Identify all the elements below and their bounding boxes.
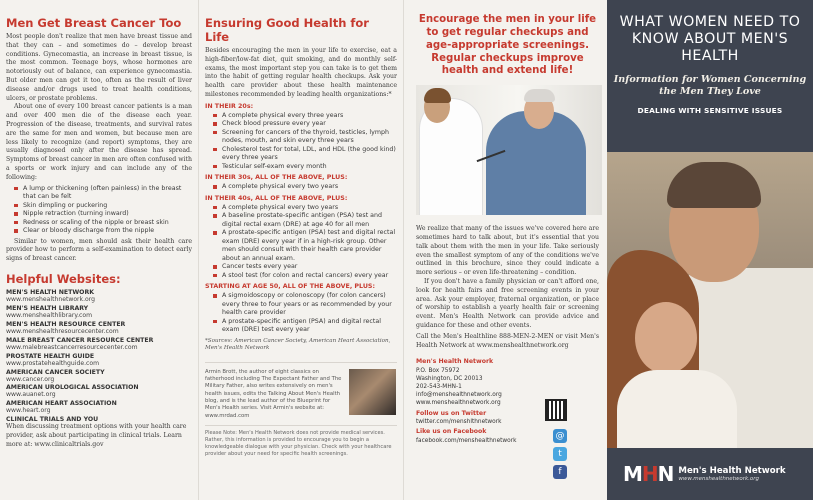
website-name: MALE BREAST CANCER RESOURCE CENTER: [6, 336, 154, 344]
group-20s-list: [213, 112, 397, 172]
website-link[interactable]: www.auanet.org: [6, 391, 56, 399]
email-icon[interactable]: @: [553, 429, 567, 443]
group-30s-title: IN THEIR 30s, ALL OF THE ABOVE, PLUS:: [205, 174, 348, 182]
list-item: A baseline prostate-specific antigen (PSA) test and digital rectal exam (DRE) at age 40 for all men: [213, 212, 397, 229]
cover-panel: [607, 0, 813, 500]
encourage-para1: We realize that many of the issues we've covered here are sometimes hard to talk about, but it's essential that you talk about them with the men in your life. Take seriously even the smallest symptom of any of the conditions we've outlined in this brochure, since they could indicate a more serious – or even life-threatening – condition.: [416, 225, 599, 277]
facebook-label: Like us on Facebook: [416, 428, 487, 436]
contact-block: [416, 358, 599, 445]
list-item: Redness or scaling of the nipple or breast skin: [14, 219, 192, 228]
man-hair: [667, 162, 761, 208]
list-item: A stool test (for colon and rectal cancers) every year: [213, 272, 397, 281]
good-health-intro: Besides encouraging the men in your life to exercise, eat a high-fiber/low-fat diet, quit smoking, and do monthly self-exams, the most important step you can take is to get them into the habit of getting regular health checkups. Ask your health care provider about these health maintenance milestones recommended by leading health organizations:*: [205, 47, 397, 98]
logo-letter-n: N: [657, 462, 674, 486]
logo-url[interactable]: www.menshealthnetwork.org: [678, 476, 760, 482]
author-photo: [349, 369, 396, 415]
couple-photo: [607, 152, 813, 448]
clinical-trials-text: When discussing treatment options with your health care provider, ask about participating in clinical trials. Learn more at: www.clinicaltrials.gov: [6, 423, 187, 448]
group-50-title: STARTING AT AGE 50, ALL OF THE ABOVE, PLUS:: [205, 283, 375, 291]
website-name: MEN'S HEALTH LIBRARY: [6, 304, 89, 312]
list-item: Clear or bloody discharge from the nipple: [14, 227, 192, 236]
author-bio: Armin Brott, the author of eight classics on fatherhood including The Expectant Father and The Military Father, also writes extensively on men's health issues, edits the Talking About Men's Health blog, and is the lead author of the Blueprint for Men's Health series. Visit Armin's website at: www.mrdad.com: [205, 368, 342, 419]
list-item: A sigmoidoscopy or colonoscopy (for colon cancers) every three to four years or as recommended by your health care provider: [213, 292, 397, 318]
good-health-heading: Ensuring Good Health for Life: [205, 16, 369, 44]
list-item: Skin dimpling or puckering: [14, 202, 192, 211]
sources-note: *Sources: American Cancer Society, American Heart Association, Men's Health Network: [205, 337, 391, 352]
healthline-call: Call the Men's Healthline 888-MEN-2-MEN or visit Men's Health Network at www.menshealthnetwork.org: [416, 332, 599, 349]
mhn-logo-mark: [623, 462, 673, 486]
website-name: AMERICAN HEART ASSOCIATION: [6, 400, 117, 408]
group-50-list: [213, 292, 397, 335]
doctor-patient-photo: [416, 85, 602, 215]
list-item: Nipple retraction (turning inward): [14, 210, 192, 219]
woman-figure: [617, 370, 737, 448]
woman-face: [635, 302, 697, 374]
group-20s-title: IN THEIR 20s:: [205, 102, 254, 110]
facebook-link[interactable]: facebook.com/menshealthnetwork: [416, 438, 517, 445]
list-item: Testicular self-exam every month: [213, 163, 397, 172]
website-link[interactable]: www.heart.org: [6, 407, 51, 415]
website-list: [6, 289, 192, 450]
list-item: A complete physical every three years: [213, 112, 397, 121]
cover-sensitive-issues: DEALING WITH SENSITIVE ISSUES: [637, 106, 783, 116]
panel-good-health: [198, 0, 403, 500]
list-item: A complete physical every two years: [213, 204, 397, 213]
website-link[interactable]: www.menshealthnetwork.org: [6, 295, 96, 303]
website-link[interactable]: www.prostatehealthguide.com: [6, 359, 100, 367]
breast-cancer-intro: Most people don't realize that men have breast tissue and that they can – and sometimes do – develop breast conditions. Gynecomastia, an increase in breast tissue, is the most common. Teenage boys, whose hormones are notoriously out of balance, can experience gynecomastia. But older men can get it too, often as the result of liver disease and/or drugs used to treat health conditions, ulcers, or prostate problems.: [6, 33, 192, 102]
list-item: A prostate-specific antigen (PSA) and digital rectal exam (DRE) test every year: [213, 318, 397, 335]
phone-number: 202-543-MHN-1: [416, 384, 462, 391]
disclaimer-note: Please Note: Men's Health Network does not provide medical services. Rather, this information is provided to encourage you to begin a knowledgeable dialogue with your physician. Check with your healthcare provider about your need for specific health screenings.: [205, 425, 397, 458]
list-item: A complete physical every two years: [213, 183, 397, 192]
qr-code-icon[interactable]: [545, 399, 567, 421]
author-box: [205, 362, 397, 420]
address-line: Washington, DC 20013: [416, 376, 483, 383]
logo-letter-m: M: [623, 462, 642, 486]
breast-cancer-heading: Men Get Breast Cancer Too: [6, 16, 182, 30]
cover-subtitle: Information for Women Concerning the Men They Love: [613, 74, 807, 98]
self-exam-text: Similar to women, men should ask their health care provider how to perform a self-examination to detect early signs of breast cancer.: [6, 237, 192, 263]
group-40s-title: IN THEIR 40s, ALL OF THE ABOVE, PLUS:: [205, 194, 348, 202]
website-name: AMERICAN UROLOGICAL ASSOCIATION: [6, 384, 139, 392]
website-name: PROSTATE HEALTH GUIDE: [6, 352, 95, 360]
websites-heading: Helpful Websites:: [6, 271, 121, 286]
breast-cancer-para2: About one of every 100 breast cancer patients is a man and over 400 men die of the disease each year. Progression of the disease, treatments, and survival rates are the same for men and women, but because men are less likely to recognize (and report) symptoms, they are usually diagnosed only after the disease has spread. Symptoms of breast cancer in men are often confused with a sports or work injury and can include any of the following:: [6, 103, 192, 181]
twitter-label: Follow us on Twitter: [416, 409, 487, 417]
mhn-logo-text: [678, 466, 785, 482]
logo-letter-h: H: [641, 462, 658, 486]
website-name: MEN'S HEALTH NETWORK: [6, 288, 95, 296]
clinical-trials-heading: CLINICAL TRIALS AND YOU: [6, 416, 99, 424]
encourage-para2: If you don't have a family physician or can't afford one, look for health fairs and free screening events in your area. Ask your employer, fraternal organization, or place of worship to establish a yearly health fair or screening event. Men's Health Network can provide advice and guidance for these and other events.: [416, 278, 599, 329]
list-item: Cholesterol test for total, LDL, and HDL (the good kind) every three years: [213, 146, 397, 163]
list-item: Screening for cancers of the thyroid, testicles, lymph nodes, mouth, and skin every three years: [213, 129, 397, 146]
website-link[interactable]: www.menshealthlibrary.com: [6, 311, 93, 319]
list-item: A lump or thickening (often painless) in the breast that can be felt: [14, 185, 192, 202]
twitter-link[interactable]: twitter.com/menshlthnetwork: [416, 419, 502, 426]
group-40s-list: [213, 204, 397, 281]
encourage-headline: Encourage the men in your life to get regular checkups and age-appropriate screenings. Regular checkups improve health and extend life!: [418, 14, 597, 77]
website-link[interactable]: www.malebreastcancerresourcecenter.com: [6, 343, 138, 351]
org-name: Men's Health Network: [416, 358, 494, 366]
symptom-list: [14, 185, 192, 236]
facebook-icon[interactable]: f: [553, 465, 567, 479]
cover-title: WHAT WOMEN NEED TO KNOW ABOUT MEN'S HEALTH: [619, 14, 801, 65]
email-link[interactable]: info@menshealthnetwork.org: [416, 392, 502, 399]
group-30s-list: [213, 183, 397, 192]
logo-name: Men's Health Network: [678, 466, 786, 476]
doctor-hair: [424, 88, 451, 103]
website-link[interactable]: www.cancer.org: [6, 375, 55, 383]
list-item: Check blood pressure every year: [213, 120, 397, 129]
twitter-icon[interactable]: t: [553, 447, 567, 461]
patient-hair: [524, 89, 555, 102]
list-item: A prostate-specific antigen (PSA) test and digital rectal exam (DRE) every year if in a high-risk group. Other men should consult with their health care provider about an annual exam.: [213, 229, 397, 263]
website-link[interactable]: www.menshealthresourcecenter.com: [6, 327, 119, 335]
address-line: P.O. Box 75972: [416, 368, 460, 375]
website-link[interactable]: www.menshealthnetwork.org: [416, 400, 501, 407]
website-name: AMERICAN CANCER SOCIETY: [6, 368, 105, 376]
list-item: Cancer tests every year: [213, 263, 397, 272]
website-name: MEN'S HEALTH RESOURCE CENTER: [6, 320, 126, 328]
panel-breast-cancer: [0, 0, 198, 500]
mhn-logo: [607, 448, 813, 500]
panel-encourage: [403, 0, 607, 500]
